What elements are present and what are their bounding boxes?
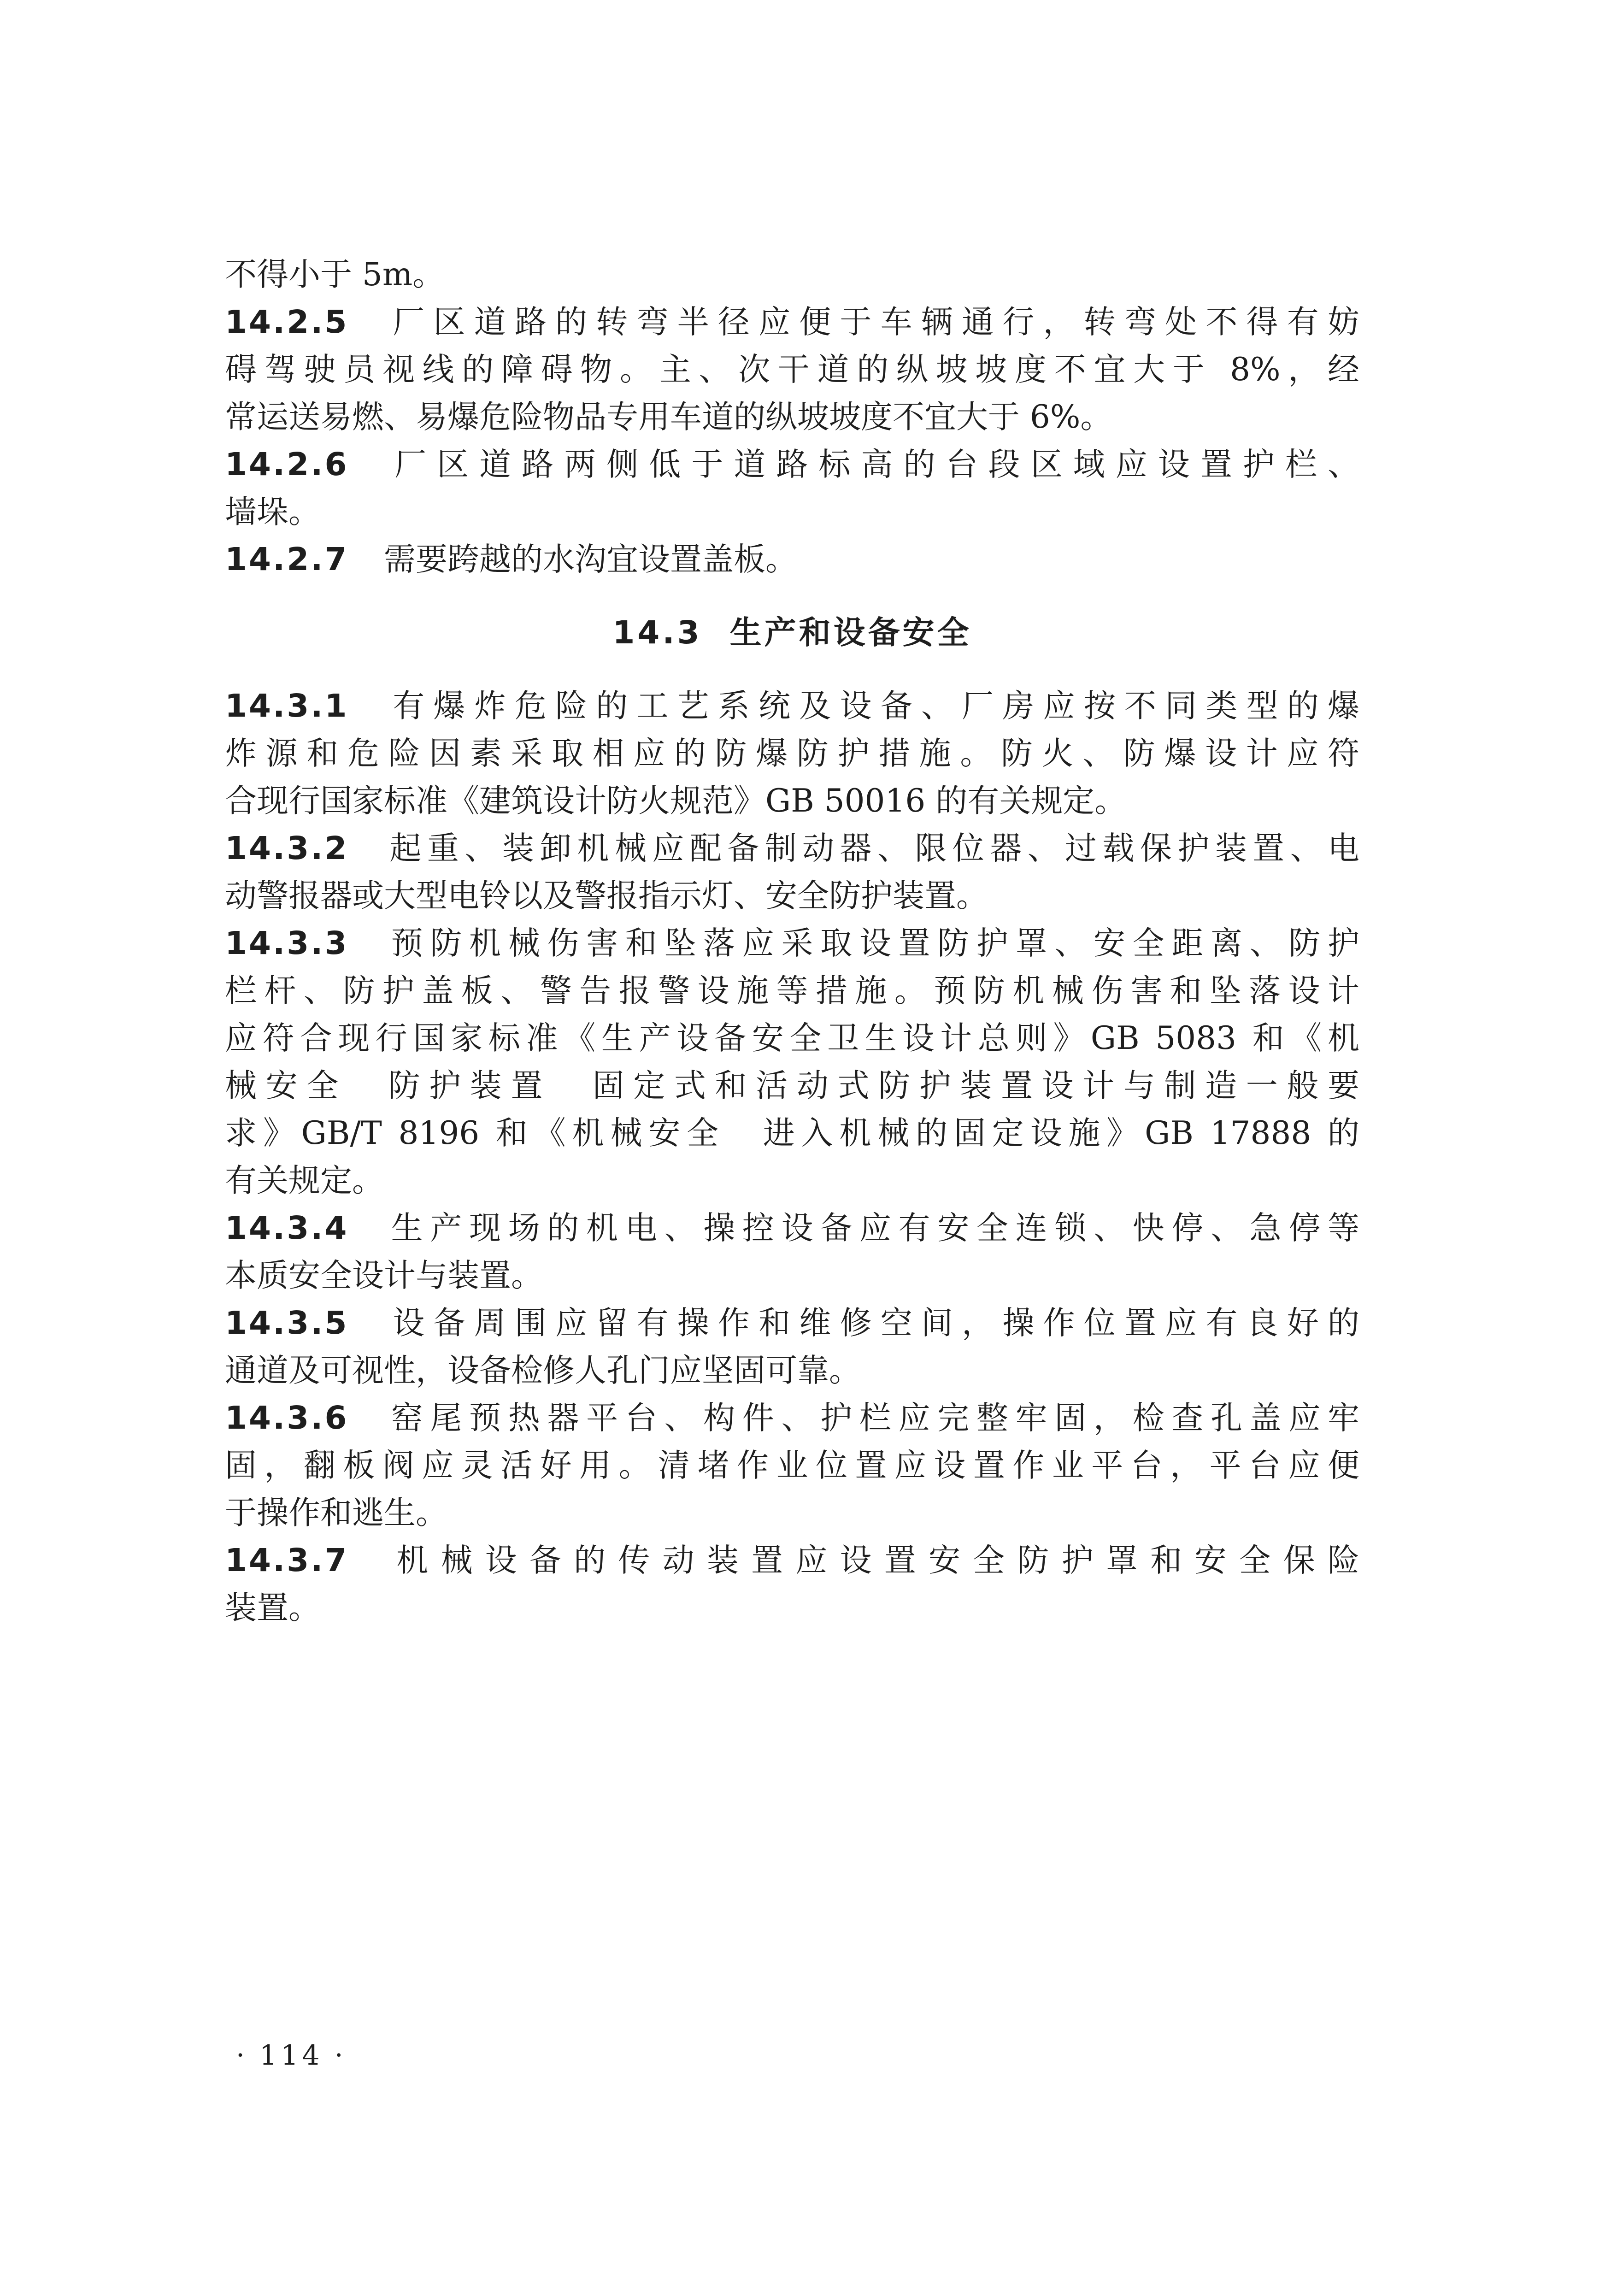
clause-14-3-1: [225, 683, 1359, 825]
clause-text: 通道及可视性，设备检修人孔门应坚固可靠。: [225, 1352, 861, 1389]
clause-text: 窑尾预热器平台、构件、护栏应完整牢固，检查孔盖应牢: [384, 1400, 1359, 1436]
clause-text: 装置。: [225, 1590, 320, 1626]
clause-text: 碍驾驶员视线的障碍物。主、次干道的纵坡坡度不宜大于 8%，经: [225, 351, 1359, 388]
clause-text: 炸源和危险因素采取相应的防爆防护措施。防火、防爆设计应符: [225, 735, 1359, 772]
clause-text: 有爆炸危险的工艺系统及设备、厂房应按不同类型的爆: [384, 688, 1359, 724]
clause-14-3-4: [225, 1205, 1359, 1300]
clause-number: 14.3.1: [225, 688, 349, 724]
clause-text: 合现行国家标准《建筑设计防火规范》GB 50016 的有关规定。: [225, 783, 1127, 819]
clause-14-3-3: [225, 920, 1359, 1205]
clause-14-2-5: [225, 299, 1359, 441]
bullet-dot: ·: [236, 2039, 249, 2072]
clause-text: 于操作和逃生。: [225, 1495, 447, 1531]
continuation-line: 不得小于 5m。: [225, 256, 445, 293]
clause-14-2-6: [225, 441, 1359, 536]
section-number: 14.3: [612, 614, 702, 651]
clause-number: 14.2.5: [225, 304, 349, 341]
section-heading: [225, 609, 1359, 657]
clause-text: 有关规定。: [225, 1162, 384, 1199]
clause-14-3-6: [225, 1395, 1359, 1537]
clause-text: 栏杆、防护盖板、警告报警设施等措施。预防机械伤害和坠落设计: [225, 972, 1359, 1009]
clause-text: 生产现场的机电、操控设备应有安全连锁、快停、急停等: [384, 1210, 1359, 1247]
clause-text: 机械设备的传动装置应设置安全防护罩和安全保险: [384, 1542, 1359, 1579]
clause-text: 本质安全设计与装置。: [225, 1257, 543, 1294]
clause-text: 厂区道路的转弯半径应便于车辆通行，转弯处不得有妨: [384, 304, 1359, 341]
clause-text: 起重、装卸机械应配备制动器、限位器、过载保护装置、电: [384, 830, 1359, 867]
section-title: 生产和设备安全: [729, 614, 972, 651]
clause-text: 求》GB/T 8196 和《机械安全 进入机械的固定设施》GB 17888 的: [225, 1115, 1359, 1152]
clause-text: 固，翻板阀应灵活好用。清堵作业位置应设置作业平台，平台应便: [225, 1447, 1359, 1484]
page-body: [225, 251, 1359, 1632]
clause-number: 14.3.5: [225, 1305, 349, 1342]
bullet-dot: ·: [334, 2039, 347, 2072]
clause-14-3-5: [225, 1300, 1359, 1395]
clause-text: 械安全 防护装置 固定式和活动式防护装置设计与制造一般要: [225, 1067, 1359, 1104]
page-number-value: 114: [259, 2039, 323, 2072]
clause-text: 需要跨越的水沟宜设置盖板。: [384, 541, 797, 578]
clause-text: 常运送易燃、易爆危险物品专用车道的纵坡坡度不宜大于 6%。: [225, 399, 1112, 436]
clause-number: 14.2.6: [225, 446, 349, 483]
clause-text: 设备周围应留有操作和维修空间，操作位置应有良好的: [384, 1305, 1359, 1342]
clause-text: 应符合现行国家标准《生产设备安全卫生设计总则》GB 5083 和《机: [225, 1020, 1359, 1057]
clause-text: 预防机械伤害和坠落应采取设置防护罩、安全距离、防护: [384, 925, 1359, 962]
clause-number: 14.3.2: [225, 830, 349, 867]
clause-14-3-2: [225, 825, 1359, 920]
clause-text: 墙垛。: [225, 494, 320, 530]
clause-number: 14.3.3: [225, 925, 349, 962]
page-number: [225, 2037, 358, 2074]
clause-text: 厂区道路两侧低于道路标高的台段区域应设置护栏、: [384, 446, 1359, 483]
clause-14-2-7: [225, 536, 1359, 583]
clause-number: 14.2.7: [225, 541, 349, 578]
clause-14-3-7: [225, 1537, 1359, 1632]
clause-number: 14.3.4: [225, 1210, 349, 1247]
clause-number: 14.3.7: [225, 1542, 349, 1579]
clause-number: 14.3.6: [225, 1400, 349, 1436]
clause-text: 动警报器或大型电铃以及警报指示灯、安全防护装置。: [225, 877, 988, 914]
